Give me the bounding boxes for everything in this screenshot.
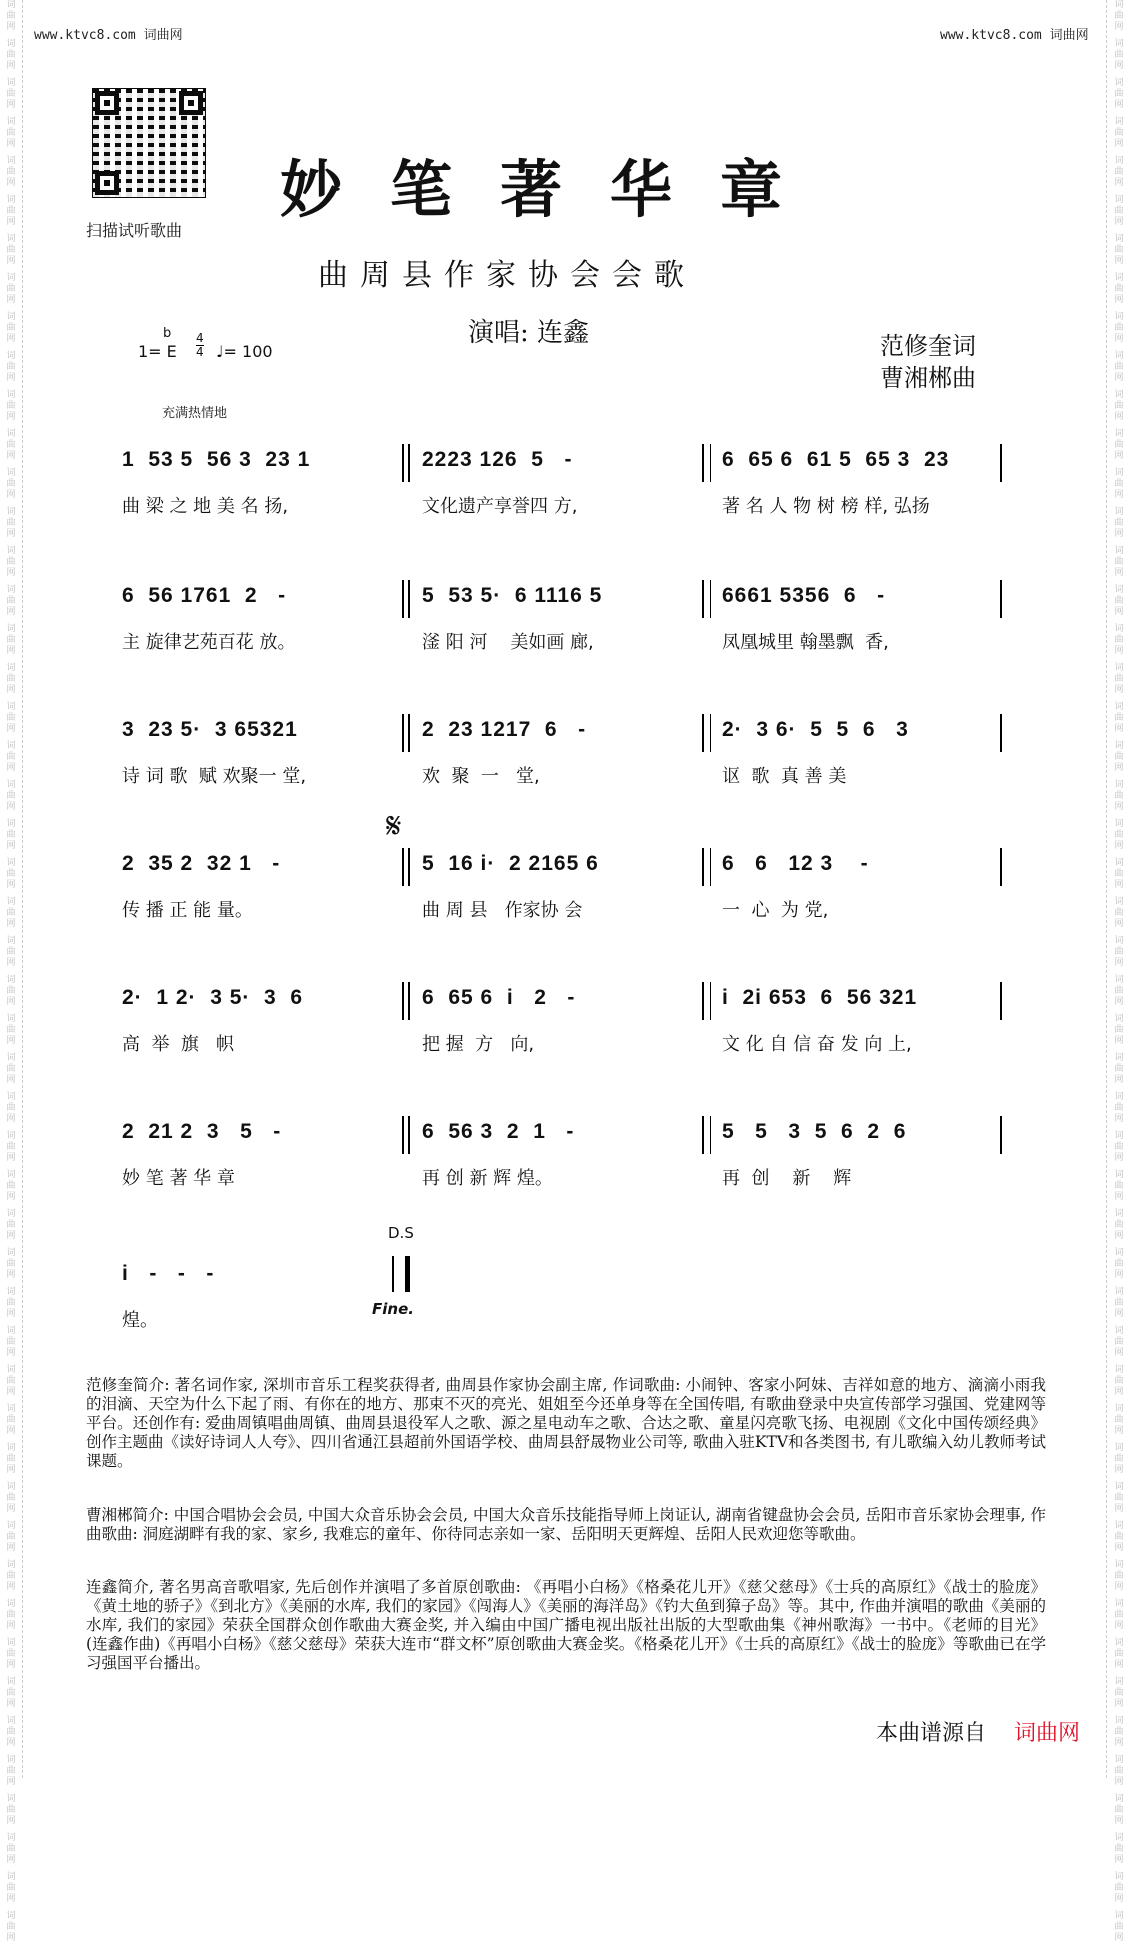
watermark-glyph: 词 曲 网: [1114, 1404, 1124, 1436]
watermark-glyph: 词 曲 网: [1114, 819, 1124, 851]
watermark-glyph: 词 曲 网: [6, 663, 16, 695]
song-subtitle: 曲周县作家协会会歌: [318, 258, 696, 293]
watermark-glyph: 词 曲 网: [1114, 1248, 1124, 1280]
barline: [1000, 982, 1002, 1020]
watermark-glyph: 词 曲 网: [6, 1209, 16, 1241]
watermark-glyph: 词 曲 网: [6, 546, 16, 578]
watermark-glyph: 词 曲 网: [1114, 1209, 1124, 1241]
watermark-glyph: 词 曲 网: [6, 1404, 16, 1436]
barline: [402, 444, 404, 482]
barline: [1000, 444, 1002, 482]
measure-lyrics: 凤凰城里 翰墨飘 香,: [722, 632, 889, 653]
watermark-glyph: 词 曲 网: [6, 1365, 16, 1397]
barline: [710, 982, 711, 1020]
measure-notes: 6 65 6 61 5 65 3 23: [722, 448, 950, 471]
qr-caption: 扫描试听歌曲: [86, 221, 183, 240]
watermark-glyph: 词 曲 网: [1114, 78, 1124, 110]
watermark-glyph: 词 曲 网: [6, 1638, 16, 1670]
watermark-glyph: 词 曲 网: [1114, 468, 1124, 500]
watermark-glyph: 词 曲 网: [6, 1170, 16, 1202]
watermark-glyph: 词 曲 网: [1114, 117, 1124, 149]
watermark-glyph: 词 曲 网: [1114, 1638, 1124, 1670]
measure-lyrics: 再 创 新 辉 煌。: [422, 1168, 553, 1189]
tempo-marking: ♩= 100: [216, 342, 273, 361]
watermark-glyph: 词 曲 网: [1114, 1833, 1124, 1865]
barline: [1000, 714, 1002, 752]
barline: [702, 580, 704, 618]
watermark-glyph: 词 曲 网: [6, 1716, 16, 1748]
watermark-glyph: 词 曲 网: [1114, 1521, 1124, 1553]
left-watermark-column: [0, 0, 22, 1943]
composer-credit: 曹湘郴曲: [880, 364, 976, 392]
footer-site-link[interactable]: 词曲网: [1014, 1721, 1081, 1746]
watermark-glyph: 词 曲 网: [6, 1677, 16, 1709]
measure-lyrics: 著 名 人 物 树 榜 样, 弘扬: [722, 496, 930, 517]
barline: [702, 1116, 704, 1154]
watermark-glyph: 词 曲 网: [6, 897, 16, 929]
watermark-glyph: 词 曲 网: [1114, 0, 1124, 32]
watermark-glyph: 词 曲 网: [6, 741, 16, 773]
measure-lyrics: 高 举 旗 帜: [122, 1034, 235, 1055]
expression-marking: 充满热情地: [162, 406, 228, 421]
watermark-glyph: 词 曲 网: [1114, 312, 1124, 344]
watermark-glyph: 词 曲 网: [6, 1326, 16, 1358]
barline: [1000, 1116, 1002, 1154]
measure-lyrics: 文 化 自 信 奋 发 向 上,: [722, 1034, 912, 1055]
measure-notes: 5 5 3 5 6 2 6: [722, 1120, 907, 1143]
barline: [710, 1116, 711, 1154]
measure-notes: 3 23 5· 3 65321: [122, 718, 298, 741]
watermark-glyph: 词 曲 网: [6, 780, 16, 812]
measure-lyrics: 把 握 方 向,: [422, 1034, 535, 1055]
measure-lyrics: 滏 阳 河 美如画 廊,: [422, 632, 594, 653]
watermark-glyph: 词 曲 网: [6, 1911, 16, 1943]
watermark-glyph: 词 曲 网: [6, 156, 16, 188]
watermark-glyph: 词 曲 网: [6, 78, 16, 110]
watermark-glyph: 词 曲 网: [1114, 663, 1124, 695]
header-left-url[interactable]: www.ktvc8.com 词曲网: [34, 28, 183, 43]
watermark-glyph: 词 曲 网: [1114, 585, 1124, 617]
watermark-glyph: 词 曲 网: [1114, 429, 1124, 461]
watermark-glyph: 词 曲 网: [1114, 1053, 1124, 1085]
barline: [402, 1116, 404, 1154]
barline: [408, 848, 410, 886]
measure-lyrics: 讴 歌 真 善 美: [722, 766, 847, 787]
barline: [402, 982, 404, 1020]
fine-mark: Fine.: [372, 1300, 414, 1318]
measure-lyrics: 再 创 新 辉: [722, 1168, 852, 1189]
watermark-glyph: 词 曲 网: [6, 1092, 16, 1124]
measure-lyrics: 文化遗产享誉四 方,: [422, 496, 578, 517]
measure-lyrics: 诗 词 歌 赋 欢聚一 堂,: [122, 766, 307, 787]
watermark-glyph: 词 曲 网: [1114, 1482, 1124, 1514]
singer-credit: 演唱: 连鑫: [468, 318, 590, 348]
watermark-glyph: 词 曲 网: [6, 1131, 16, 1163]
watermark-glyph: 词 曲 网: [1114, 1170, 1124, 1202]
measure-lyrics: 欢 聚 一 堂,: [422, 766, 540, 787]
watermark-glyph: 词 曲 网: [6, 1599, 16, 1631]
last-measure-lyric: 煌。: [122, 1310, 158, 1331]
watermark-glyph: 词 曲 网: [6, 975, 16, 1007]
measure-lyrics: 曲 周 县 作家协 会: [422, 900, 583, 921]
watermark-glyph: 词 曲 网: [1114, 1716, 1124, 1748]
watermark-glyph: 词 曲 网: [6, 1287, 16, 1319]
watermark-glyph: 词 曲 网: [6, 624, 16, 656]
watermark-glyph: 词 曲 网: [1114, 858, 1124, 890]
qr-code[interactable]: [92, 88, 206, 198]
watermark-glyph: 词 曲 网: [6, 0, 16, 32]
barline: [710, 580, 711, 618]
measure-lyrics: 主 旋律艺苑百花 放。: [122, 632, 296, 653]
measure-notes: 1 53 5 56 3 23 1: [122, 448, 311, 471]
watermark-glyph: 词 曲 网: [6, 1482, 16, 1514]
watermark-glyph: 词 曲 网: [1114, 1677, 1124, 1709]
barline: [702, 848, 704, 886]
watermark-glyph: 词 曲 网: [6, 702, 16, 734]
barline: [402, 714, 404, 752]
barline: [702, 444, 704, 482]
watermark-glyph: 词 曲 网: [6, 507, 16, 539]
watermark-glyph: 词 曲 网: [1114, 897, 1124, 929]
singer-bio: 连鑫简介, 著名男高音歌唱家, 先后创作并演唱了多首原创歌曲: 《再唱小白杨》《格桑花儿开》《慈父慈母》《士兵的高原红》《战士的脸庞》《黄土地的骄子》《到北方》《美丽的水库, 我们的家园》《闯海人》《美丽的海洋岛》《钓大鱼到獐子岛》等。其中, 作曲并演唱的歌曲《美丽的水库, 我们的家园》荣获全国群众创作歌曲大赛金奖, 并入编由中国广播电视出版社出版的大型歌曲集《神州歌海》一书中。《老师的目光》(连鑫作曲)《再唱小白杨》《慈父慈母》荣获大连市“群文杯”原创歌曲大赛金奖。《格桑花儿开》《士兵的高原红》《战士的脸庞》等歌曲已在学习强国平台播出。: [86, 1578, 1046, 1672]
barline: [408, 444, 410, 482]
watermark-glyph: 词 曲 网: [6, 390, 16, 422]
watermark-glyph: 词 曲 网: [1114, 273, 1124, 305]
watermark-glyph: 词 曲 网: [6, 1014, 16, 1046]
watermark-glyph: 词 曲 网: [6, 585, 16, 617]
watermark-glyph: 词 曲 网: [6, 1794, 16, 1826]
barline: [408, 580, 410, 618]
final-repeat-barline: [392, 1256, 410, 1292]
watermark-glyph: 词 曲 网: [1114, 702, 1124, 734]
watermark-glyph: 词 曲 网: [6, 273, 16, 305]
composer-bio: 曹湘郴简介: 中国合唱协会会员, 中国大众音乐协会会员, 中国大众音乐技能指导师上岗证认, 湖南省键盘协会会员, 岳阳市音乐家协会理事, 作曲歌曲: 洞庭湖畔有我的家、家乡, 我难忘的童年、你待同志亲如一家、岳阳明天更辉煌、岳阳人民欢迎您等歌曲。: [86, 1506, 1046, 1543]
watermark-glyph: 词 曲 网: [6, 936, 16, 968]
watermark-glyph: 词 曲 网: [6, 429, 16, 461]
watermark-glyph: 词 曲 网: [1114, 1092, 1124, 1124]
measure-notes: 5 53 5· 6 1116 5: [422, 584, 603, 607]
song-title: 妙笔著华章: [280, 153, 831, 226]
watermark-glyph: 词 曲 网: [1114, 624, 1124, 656]
barline: [702, 982, 704, 1020]
watermark-glyph: 词 曲 网: [1114, 234, 1124, 266]
barline: [408, 714, 410, 752]
watermark-glyph: 词 曲 网: [1114, 546, 1124, 578]
segno-sign: 𝄋: [386, 806, 402, 847]
watermark-glyph: 词 曲 网: [1114, 507, 1124, 539]
measure-lyrics: 传 播 正 能 量。: [122, 900, 253, 921]
measure-lyrics: 一 心 为 党,: [722, 900, 829, 921]
flat-sign: b: [163, 326, 172, 341]
dal-segno-mark: D.S: [388, 1224, 414, 1242]
measure-notes: i 2i 653 6 56 321: [722, 986, 918, 1009]
measure-notes: 2· 3 6· 5 5 6 3: [722, 718, 909, 741]
barline: [710, 444, 711, 482]
watermark-glyph: 词 曲 网: [6, 1872, 16, 1904]
watermark-glyph: 词 曲 网: [1114, 1326, 1124, 1358]
measure-notes: 5 16 i· 2 2165 6: [422, 852, 599, 875]
measure-notes: 2 23 1217 6 -: [422, 718, 587, 741]
watermark-glyph: 词 曲 网: [1114, 936, 1124, 968]
measure-notes: 6661 5356 6 -: [722, 584, 886, 607]
measure-lyrics: 妙 笔 著 华 章: [122, 1168, 235, 1189]
watermark-glyph: 词 曲 网: [6, 1833, 16, 1865]
barline: [408, 1116, 410, 1154]
watermark-glyph: 词 曲 网: [6, 1521, 16, 1553]
watermark-glyph: 词 曲 网: [1114, 1794, 1124, 1826]
watermark-glyph: 词 曲 网: [1114, 1911, 1124, 1943]
barline: [710, 848, 711, 886]
barline: [402, 580, 404, 618]
watermark-glyph: 词 曲 网: [1114, 1560, 1124, 1592]
watermark-glyph: 词 曲 网: [6, 858, 16, 890]
watermark-glyph: 词 曲 网: [6, 1053, 16, 1085]
measure-notes: 2 21 2 3 5 -: [122, 1120, 282, 1143]
watermark-glyph: 词 曲 网: [1114, 390, 1124, 422]
watermark-glyph: 词 曲 网: [6, 312, 16, 344]
watermark-glyph: 词 曲 网: [1114, 1131, 1124, 1163]
watermark-glyph: 词 曲 网: [1114, 39, 1124, 71]
watermark-glyph: 词 曲 网: [6, 468, 16, 500]
watermark-glyph: 词 曲 网: [1114, 975, 1124, 1007]
barline: [1000, 848, 1002, 886]
watermark-glyph: 词 曲 网: [6, 351, 16, 383]
watermark-glyph: 词 曲 网: [6, 1248, 16, 1280]
right-watermark-column: [1108, 0, 1130, 1943]
barline: [702, 714, 704, 752]
watermark-glyph: 词 曲 网: [1114, 1872, 1124, 1904]
watermark-glyph: 词 曲 网: [6, 1560, 16, 1592]
watermark-glyph: 词 曲 网: [1114, 741, 1124, 773]
watermark-glyph: 词 曲 网: [6, 234, 16, 266]
measure-lyrics: 曲 梁 之 地 美 名 扬,: [122, 496, 289, 517]
key-signature: 1= E: [138, 342, 177, 361]
barline: [710, 714, 711, 752]
watermark-glyph: 词 曲 网: [1114, 1287, 1124, 1319]
watermark-glyph: 词 曲 网: [1114, 1443, 1124, 1475]
lyricist-credit: 范修奎词: [880, 332, 976, 360]
watermark-glyph: 词 曲 网: [1114, 1755, 1124, 1787]
measure-notes: 6 65 6 i 2 -: [422, 986, 576, 1009]
watermark-glyph: 词 曲 网: [6, 39, 16, 71]
measure-notes: 2· 1 2· 3 5· 3 6: [122, 986, 304, 1009]
measure-notes: 6 6 12 3 -: [722, 852, 869, 875]
measure-notes: 6 56 3 2 1 -: [422, 1120, 575, 1143]
lyricist-bio: 范修奎简介: 著名词作家, 深圳市音乐工程奖获得者, 曲周县作家协会副主席, 作词歌曲: 小闹钟、客家小阿妹、吉祥如意的地方、滴滴小雨我的泪滴、天空为什么下起了雨、有你在的地方、那束不灭的亮光、姐姐至今还单身等在全国传唱, 有歌曲登录中央宣传部学习强国、党建网等平台。还创作有: 爱曲周镇唱曲周镇、曲周县退役军人之歌、源之星电动车之歌、合达之歌、童星闪亮歌飞扬、电视剧《文化中国传颂经典》创作主题曲《读好诗词人人夸》、四川省通江县超前外国语学校、曲周县舒晟物业公司等, 歌曲入驻KTV和各类图书, 有儿歌编入幼儿教师考试课题。: [86, 1376, 1046, 1470]
measure-notes: 6 56 1761 2 -: [122, 584, 287, 607]
time-signature: 4 4: [196, 331, 204, 359]
watermark-glyph: 词 曲 网: [1114, 1014, 1124, 1046]
watermark-glyph: 词 曲 网: [1114, 780, 1124, 812]
footer-source: 本曲谱源自: [876, 1721, 987, 1746]
watermark-glyph: 词 曲 网: [6, 1755, 16, 1787]
watermark-glyph: 词 曲 网: [6, 117, 16, 149]
measure-notes: 2 35 2 32 1 -: [122, 852, 281, 875]
measure-notes: 2223 126 5 -: [422, 448, 573, 471]
barline: [408, 982, 410, 1020]
last-measure-notes: i - - -: [122, 1262, 215, 1285]
watermark-glyph: 词 曲 网: [6, 819, 16, 851]
watermark-glyph: 词 曲 网: [1114, 1599, 1124, 1631]
watermark-glyph: 词 曲 网: [1114, 156, 1124, 188]
watermark-glyph: 词 曲 网: [1114, 1365, 1124, 1397]
header-right-url[interactable]: www.ktvc8.com 词曲网: [940, 28, 1089, 43]
watermark-glyph: 词 曲 网: [6, 195, 16, 227]
watermark-glyph: 词 曲 网: [1114, 195, 1124, 227]
watermark-glyph: 词 曲 网: [6, 1443, 16, 1475]
watermark-glyph: 词 曲 网: [1114, 351, 1124, 383]
barline: [402, 848, 404, 886]
barline: [1000, 580, 1002, 618]
